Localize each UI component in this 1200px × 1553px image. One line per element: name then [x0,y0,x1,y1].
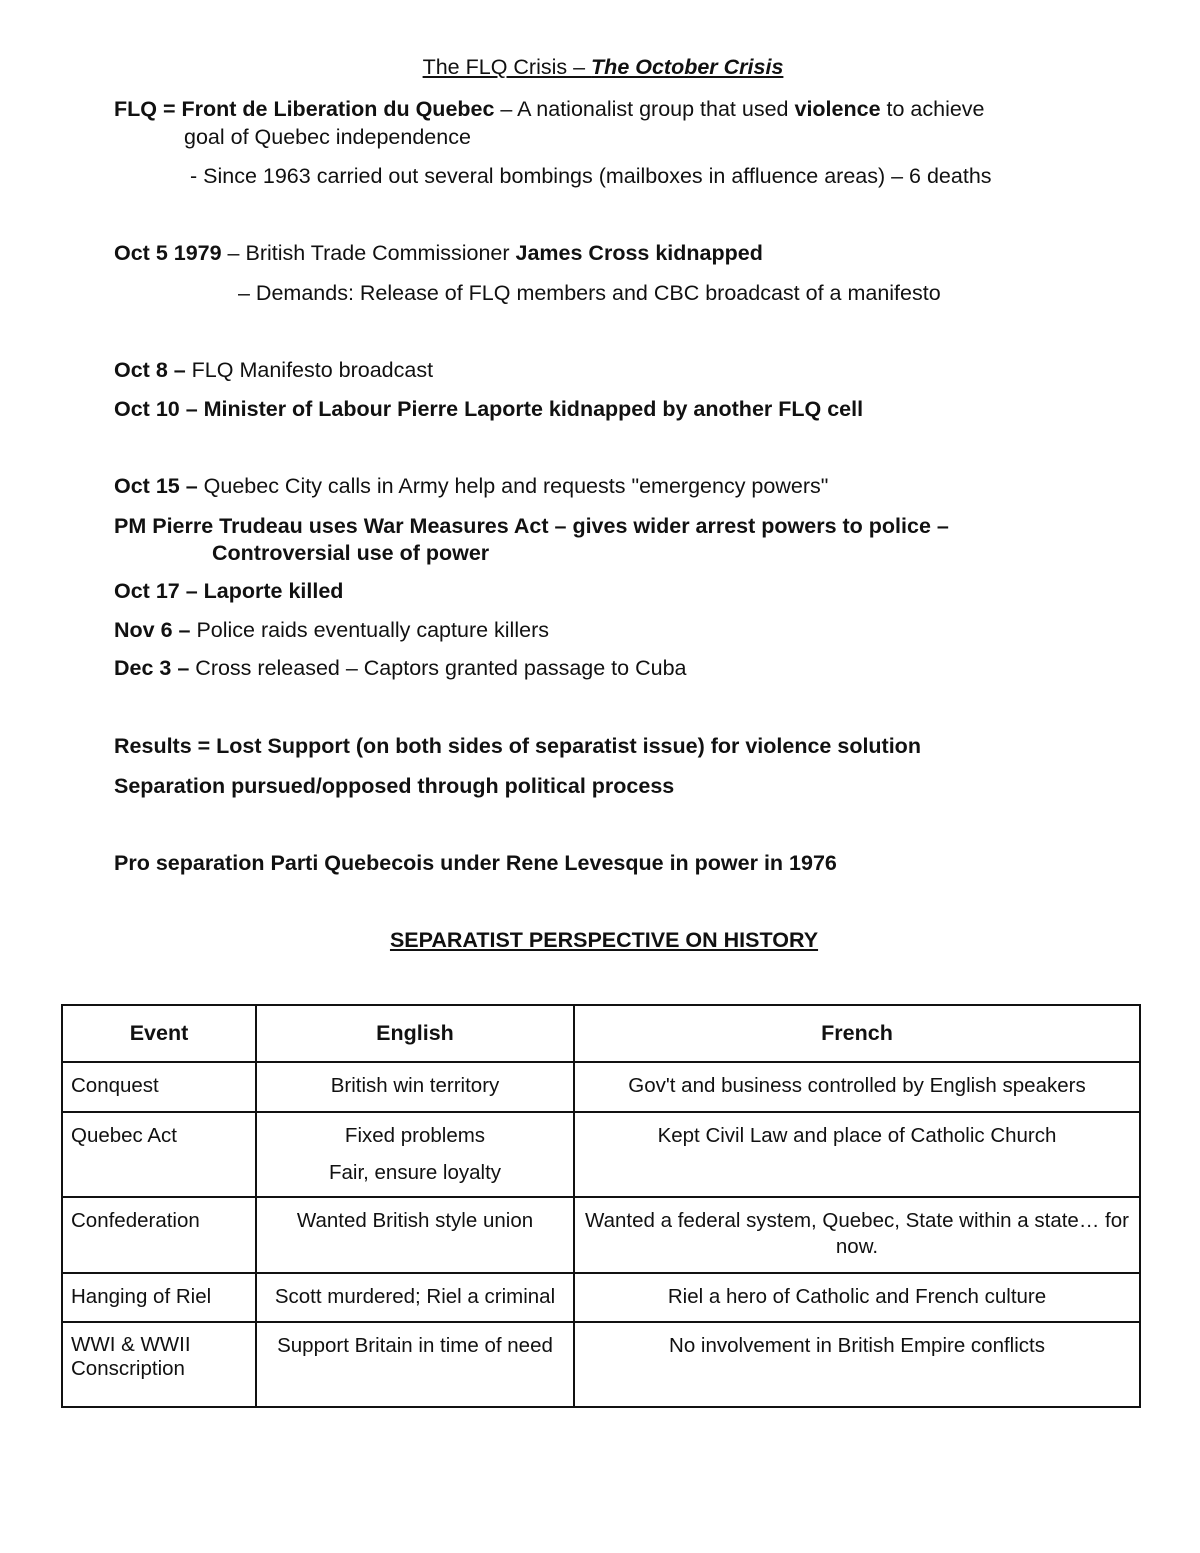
oct15-line [114,472,828,500]
oct5-text: – British Trade Commissioner [221,241,516,265]
english-text: Scott murdered; Riel a criminal [274,1285,556,1308]
history-table [61,1004,1141,1408]
war-measures-line: PM Pierre Trudeau uses War Measures Act – gives wider arrest powers to police – [114,514,949,538]
oct5-line [114,239,763,267]
flq-desc-2: to achieve [880,97,985,121]
flq-term: FLQ = Front de Liberation du Quebec [114,97,495,121]
oct10-line: Oct 10 – Minister of Labour Pierre Laporte kidnapped by another FLQ cell [114,397,864,421]
header-event: Event [62,1005,256,1062]
header-english: English [256,1005,574,1062]
event-cell: Hanging of Riel [62,1273,256,1322]
english-cell [256,1197,574,1273]
english-text: Fixed problems [344,1124,486,1147]
french-cell: Wanted a federal system, Quebec, State within a state… for now. [574,1197,1140,1273]
war-measures-cont: Controversial use of power [212,541,490,565]
english-text: Support Britain in time of need [277,1334,553,1357]
flq-violence: violence [794,97,881,121]
title-italic: The October Crisis [591,55,784,79]
dec3-text: Cross released – Captors granted passage to Cuba [189,656,687,680]
english-cell [256,1062,574,1112]
event-cell: Conquest [62,1062,256,1112]
nov6-date: Nov 6 – [114,618,191,642]
bombings-line: - Since 1963 carried out several bombings (mailboxes in affluence areas) – 6 deaths [190,164,992,188]
event-cell: Confederation [62,1197,256,1273]
oct5-bold: James Cross kidnapped [515,241,763,265]
event-cell: WWI & WWII Conscription [62,1322,256,1407]
oct17-line: Oct 17 – Laporte killed [114,579,344,603]
table-row [62,1322,1140,1407]
page-title [0,53,1200,81]
demands-line: – Demands: Release of FLQ members and CBC broadcast of a manifesto [238,281,941,305]
oct8-date: Oct 8 – [114,358,186,382]
table-row [62,1062,1140,1112]
table-header-row [62,1005,1140,1062]
dec3-line [114,654,687,682]
english-cell [256,1322,574,1407]
oct5-date: Oct 5 1979 [114,241,222,265]
flq-definition [114,95,985,123]
oct8-line [114,356,433,384]
english-text: Wanted British style union [296,1209,534,1232]
english-text: Fair, ensure loyalty [328,1161,502,1184]
separation-line: Separation pursued/opposed through political process [114,774,675,798]
flq-desc-1: – A nationalist group that used [494,97,795,121]
french-cell: Riel a hero of Catholic and French culture [574,1273,1140,1322]
table-row [62,1273,1140,1322]
english-cell [256,1273,574,1322]
table-row [62,1112,1140,1197]
event-cell: Quebec Act [62,1112,256,1197]
english-cell [256,1112,574,1197]
french-cell: Gov't and business controlled by English speakers [574,1062,1140,1112]
parti-quebecois-line: Pro separation Parti Quebecois under Rene Levesque in power in 1976 [114,851,837,875]
nov6-line [114,616,549,644]
english-text: British win territory [330,1074,500,1097]
flq-definition-cont: goal of Quebec independence [184,125,471,149]
french-cell: Kept Civil Law and place of Catholic Church [574,1112,1140,1197]
table-row [62,1197,1140,1273]
section-title: SEPARATIST PERSPECTIVE ON HISTORY [389,928,819,952]
dec3-date: Dec 3 – [114,656,190,680]
nov6-text: Police raids eventually capture killers [190,618,549,642]
header-french: French [574,1005,1140,1062]
title-main: The FLQ Crisis – [422,55,592,79]
oct15-date: Oct 15 – [114,474,198,498]
results-line: Results = Lost Support (on both sides of separatist issue) for violence solution [114,734,921,758]
oct15-text: Quebec City calls in Army help and requests "emergency powers" [197,474,829,498]
french-cell: No involvement in British Empire conflicts [574,1322,1140,1407]
oct8-text: FLQ Manifesto broadcast [185,358,434,382]
